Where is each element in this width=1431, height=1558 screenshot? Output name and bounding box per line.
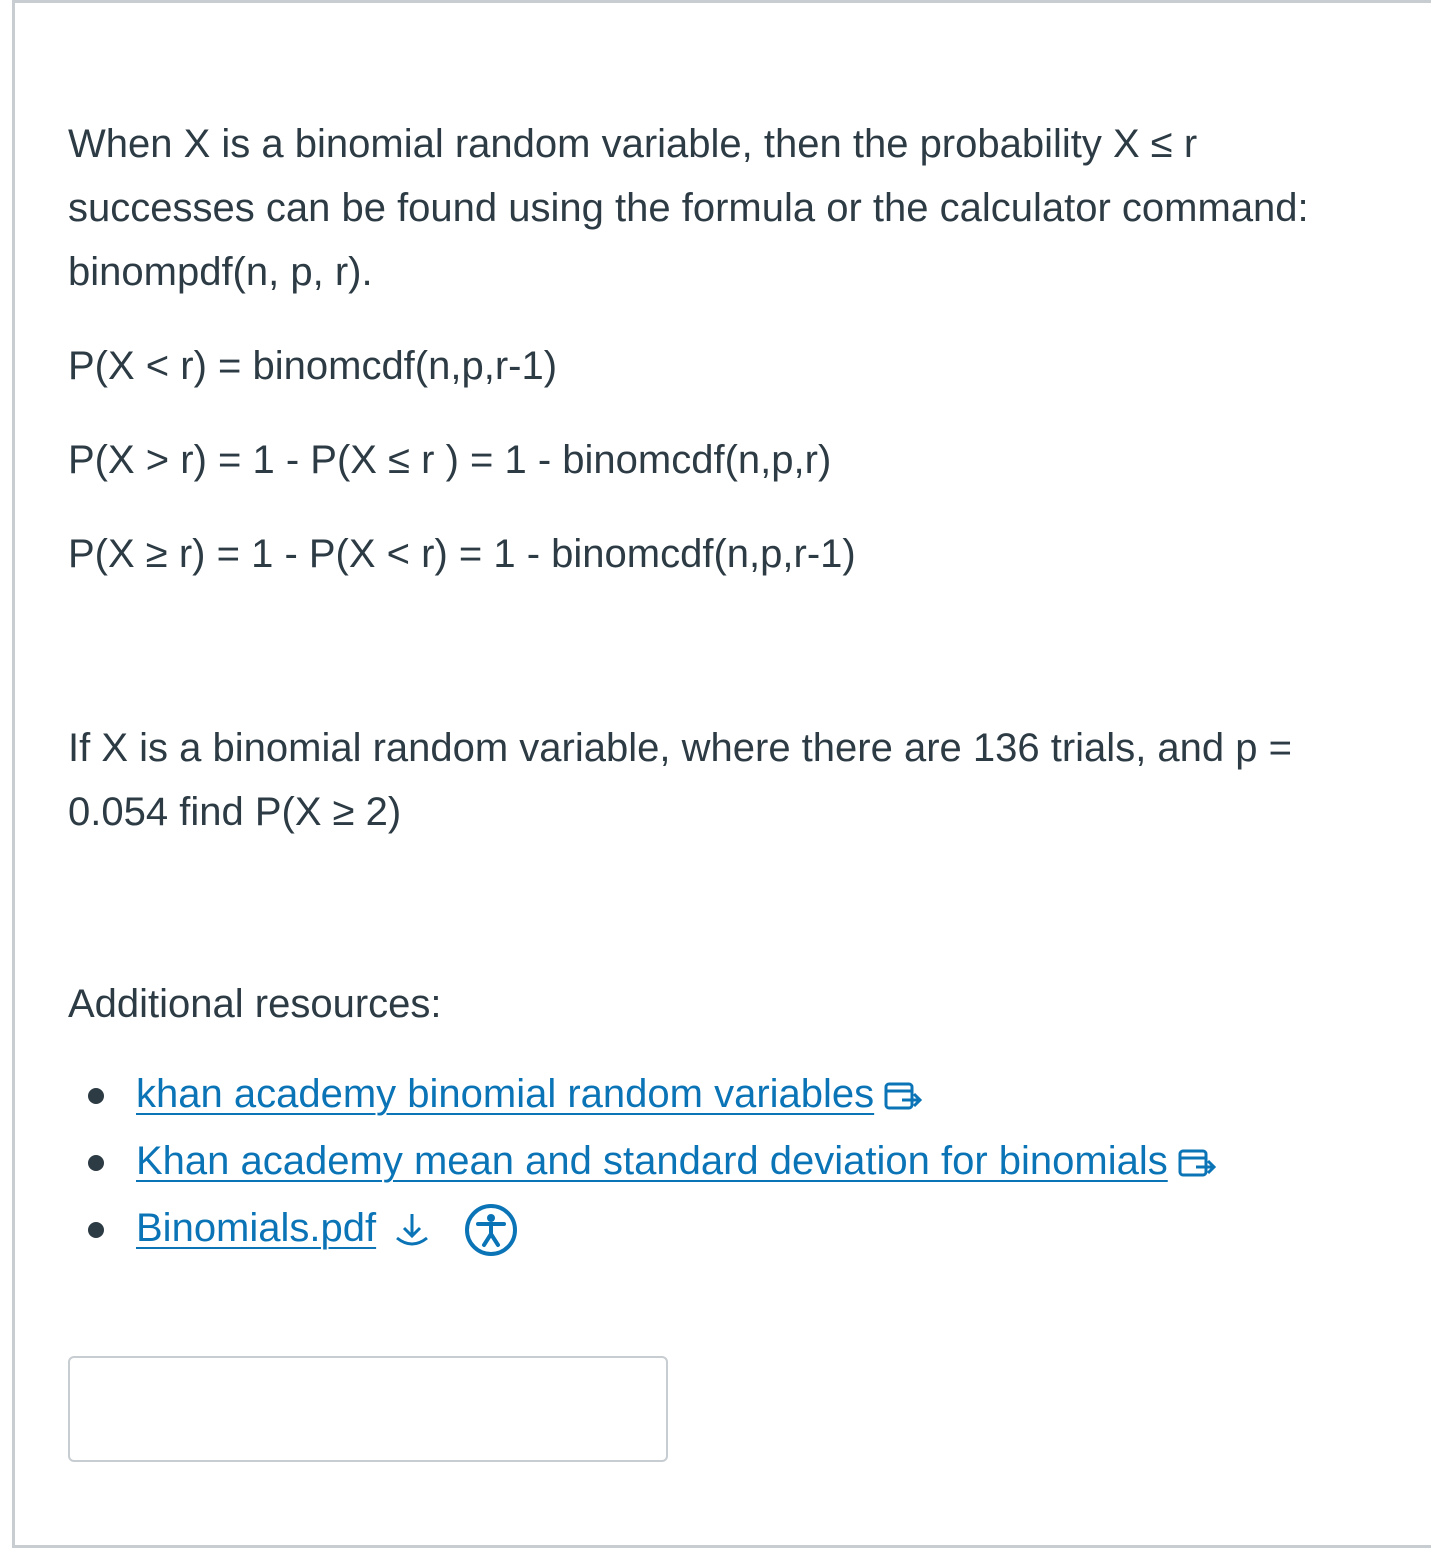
- resources-list: [68, 1062, 1388, 1263]
- accessibility-icon[interactable]: [464, 1203, 518, 1257]
- question-line-1: If X is a binomial random variable, where there are 136 trials, and p =: [68, 726, 1292, 770]
- intro-line-3: binompdf(n, p, r).: [68, 250, 373, 294]
- answer-input[interactable]: [68, 1356, 668, 1462]
- external-link-icon[interactable]: [884, 1080, 924, 1112]
- khan-binomial-link[interactable]: khan academy binomial random variables: [136, 1072, 875, 1116]
- bullet-icon: [88, 1088, 104, 1104]
- question-line-2: 0.054 find P(X ≥ 2): [68, 790, 402, 834]
- question-content: [68, 112, 1388, 1263]
- binomials-pdf-link[interactable]: Binomials.pdf: [136, 1206, 377, 1250]
- bullet-icon: [88, 1222, 104, 1238]
- formula-less-than: P(X < r) = binomcdf(n,p,r-1): [68, 344, 558, 388]
- external-link-icon[interactable]: [1178, 1147, 1218, 1179]
- intro-text: [68, 112, 1388, 304]
- intro-line-2: successes can be found using the formula or the calculator command:: [68, 186, 1309, 230]
- resources-title: Additional resources:: [68, 982, 442, 1026]
- download-icon[interactable]: [394, 1210, 430, 1250]
- list-item: [68, 1129, 1388, 1196]
- bullet-icon: [88, 1155, 104, 1171]
- question-text: [68, 716, 1388, 844]
- intro-line-1: When X is a binomial random variable, then the probability X ≤ r: [68, 122, 1198, 166]
- list-item: [68, 1196, 1388, 1263]
- khan-mean-sd-link[interactable]: Khan academy mean and standard deviation for binomials: [136, 1139, 1168, 1183]
- formula-greater-equal: P(X ≥ r) = 1 - P(X < r) = 1 - binomcdf(n,p,r-1): [68, 532, 856, 576]
- list-item: [68, 1062, 1388, 1129]
- formula-greater-than: P(X > r) = 1 - P(X ≤ r ) = 1 - binomcdf(n,p,r): [68, 438, 832, 482]
